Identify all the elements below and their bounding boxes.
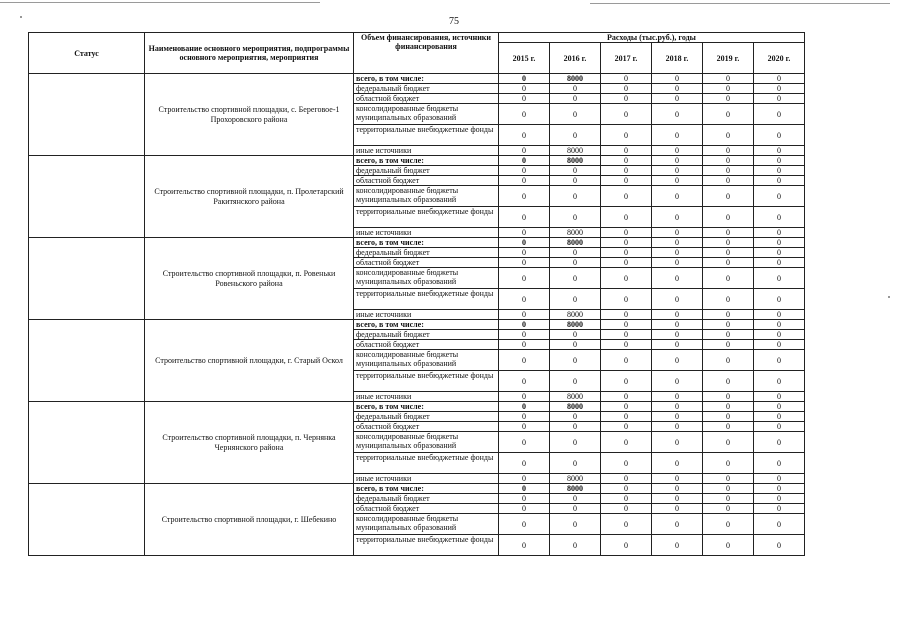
amount-cell: 0 — [652, 94, 703, 104]
amount-cell: 0 — [601, 340, 652, 350]
amount-cell: 0 — [601, 310, 652, 320]
amount-cell: 0 — [499, 474, 550, 484]
amount-cell: 0 — [499, 453, 550, 474]
amount-cell: 8000 — [550, 320, 601, 330]
amount-cell: 0 — [652, 186, 703, 207]
amount-cell: 0 — [499, 176, 550, 186]
amount-cell: 0 — [652, 535, 703, 556]
funding-source-label: федеральный бюджет — [354, 248, 499, 258]
amount-cell: 0 — [652, 494, 703, 504]
funding-source-label: всего, в том числе: — [354, 484, 499, 494]
funding-source-label: территориальные внебюджетные фонды — [354, 289, 499, 310]
amount-cell: 8000 — [550, 146, 601, 156]
funding-source-label: федеральный бюджет — [354, 412, 499, 422]
amount-cell: 0 — [703, 166, 754, 176]
amount-cell: 0 — [754, 340, 805, 350]
header-year: 2019 г. — [703, 43, 754, 74]
amount-cell: 0 — [499, 402, 550, 412]
amount-cell: 0 — [499, 268, 550, 289]
amount-cell: 0 — [754, 104, 805, 125]
amount-cell: 8000 — [550, 392, 601, 402]
amount-cell: 0 — [703, 320, 754, 330]
funding-source-label: всего, в том числе: — [354, 320, 499, 330]
amount-cell: 0 — [499, 186, 550, 207]
amount-cell: 0 — [499, 289, 550, 310]
amount-cell: 0 — [499, 392, 550, 402]
amount-cell: 0 — [601, 371, 652, 392]
funding-source-label: консолидированные бюджеты муниципальных образований — [354, 104, 499, 125]
amount-cell: 0 — [754, 258, 805, 268]
funding-source-label: федеральный бюджет — [354, 84, 499, 94]
financing-table-body — [29, 74, 805, 556]
event-name: Строительство спортивной площадки, п. Пролетарский Ракитянского района — [145, 156, 354, 238]
amount-cell: 0 — [754, 156, 805, 166]
funding-source-label: консолидированные бюджеты муниципальных образований — [354, 186, 499, 207]
amount-cell: 0 — [601, 125, 652, 146]
header-year: 2018 г. — [652, 43, 703, 74]
header-event-name: Наименование основного мероприятия, подпрограммы основного мероприятия, мероприятия — [145, 33, 354, 74]
amount-cell: 0 — [601, 535, 652, 556]
amount-cell: 0 — [703, 94, 754, 104]
event-name: Строительство спортивной площадки, п. Ровеньки Ровеньского района — [145, 238, 354, 320]
amount-cell: 0 — [550, 125, 601, 146]
event-name: Строительство спортивной площадки, г. Шебекино — [145, 484, 354, 556]
amount-cell: 0 — [703, 330, 754, 340]
amount-cell: 0 — [499, 340, 550, 350]
event-name: Строительство спортивной площадки, с. Береговое-1 Прохоровского района — [145, 74, 354, 156]
amount-cell: 0 — [550, 350, 601, 371]
funding-source-label: территориальные внебюджетные фонды — [354, 453, 499, 474]
amount-cell: 0 — [703, 494, 754, 504]
amount-cell: 0 — [499, 514, 550, 535]
funding-source-label: территориальные внебюджетные фонды — [354, 535, 499, 556]
header-status: Статус — [29, 33, 145, 74]
amount-cell: 0 — [754, 176, 805, 186]
amount-cell: 0 — [652, 412, 703, 422]
table-row — [29, 74, 805, 84]
amount-cell: 0 — [754, 402, 805, 412]
scan-line-top-left — [0, 2, 320, 3]
amount-cell: 0 — [703, 84, 754, 94]
header-funding-source: Объем финансирования, источники финансирования — [354, 33, 499, 74]
funding-source-label: иные источники — [354, 392, 499, 402]
event-name: Строительство спортивной площадки, п. Чернянка Чернянского района — [145, 402, 354, 484]
amount-cell: 0 — [550, 514, 601, 535]
amount-cell: 0 — [754, 228, 805, 238]
amount-cell: 0 — [601, 494, 652, 504]
header-year: 2015 г. — [499, 43, 550, 74]
amount-cell: 0 — [601, 432, 652, 453]
amount-cell: 0 — [652, 166, 703, 176]
amount-cell: 0 — [601, 74, 652, 84]
amount-cell: 0 — [652, 371, 703, 392]
amount-cell: 0 — [550, 340, 601, 350]
amount-cell: 0 — [703, 484, 754, 494]
amount-cell: 8000 — [550, 310, 601, 320]
amount-cell: 0 — [703, 514, 754, 535]
amount-cell: 0 — [550, 207, 601, 228]
amount-cell: 0 — [703, 422, 754, 432]
amount-cell: 0 — [754, 166, 805, 176]
amount-cell: 0 — [601, 228, 652, 238]
funding-source-label: иные источники — [354, 146, 499, 156]
amount-cell: 0 — [652, 402, 703, 412]
amount-cell: 0 — [754, 350, 805, 371]
amount-cell: 0 — [703, 432, 754, 453]
scan-line-top-right — [590, 3, 890, 4]
amount-cell: 0 — [703, 504, 754, 514]
amount-cell: 0 — [499, 484, 550, 494]
amount-cell: 0 — [754, 238, 805, 248]
amount-cell: 0 — [754, 504, 805, 514]
amount-cell: 0 — [601, 268, 652, 289]
amount-cell: 0 — [754, 422, 805, 432]
amount-cell: 0 — [652, 474, 703, 484]
amount-cell: 0 — [601, 146, 652, 156]
funding-source-label: федеральный бюджет — [354, 330, 499, 340]
amount-cell: 0 — [601, 320, 652, 330]
amount-cell: 0 — [652, 340, 703, 350]
status-cell — [29, 74, 145, 156]
amount-cell: 0 — [601, 402, 652, 412]
amount-cell: 0 — [754, 494, 805, 504]
status-cell — [29, 238, 145, 320]
header-year: 2017 г. — [601, 43, 652, 74]
amount-cell: 0 — [754, 125, 805, 146]
amount-cell: 0 — [652, 207, 703, 228]
amount-cell: 0 — [754, 320, 805, 330]
funding-source-label: всего, в том числе: — [354, 238, 499, 248]
status-cell — [29, 156, 145, 238]
amount-cell: 8000 — [550, 156, 601, 166]
amount-cell: 0 — [499, 84, 550, 94]
header-year: 2016 г. — [550, 43, 601, 74]
amount-cell: 0 — [754, 289, 805, 310]
amount-cell: 0 — [703, 289, 754, 310]
table-row — [29, 156, 805, 166]
amount-cell: 0 — [703, 340, 754, 350]
amount-cell: 0 — [499, 494, 550, 504]
funding-source-label: областной бюджет — [354, 176, 499, 186]
amount-cell: 0 — [652, 484, 703, 494]
scan-mark — [20, 16, 22, 18]
funding-source-label: консолидированные бюджеты муниципальных образований — [354, 268, 499, 289]
amount-cell: 0 — [754, 453, 805, 474]
amount-cell: 0 — [601, 94, 652, 104]
funding-source-label: областной бюджет — [354, 422, 499, 432]
amount-cell: 0 — [652, 422, 703, 432]
amount-cell: 0 — [703, 146, 754, 156]
table-row — [29, 238, 805, 248]
amount-cell: 0 — [703, 104, 754, 125]
amount-cell: 0 — [754, 412, 805, 422]
amount-cell: 0 — [652, 330, 703, 340]
amount-cell: 0 — [703, 371, 754, 392]
amount-cell: 0 — [601, 176, 652, 186]
funding-source-label: областной бюджет — [354, 504, 499, 514]
funding-source-label: областной бюджет — [354, 258, 499, 268]
amount-cell: 8000 — [550, 228, 601, 238]
amount-cell: 0 — [754, 474, 805, 484]
amount-cell: 0 — [499, 207, 550, 228]
amount-cell: 0 — [703, 156, 754, 166]
amount-cell: 0 — [601, 156, 652, 166]
amount-cell: 0 — [754, 392, 805, 402]
amount-cell: 0 — [499, 320, 550, 330]
amount-cell: 0 — [652, 258, 703, 268]
amount-cell: 0 — [601, 104, 652, 125]
amount-cell: 0 — [703, 176, 754, 186]
amount-cell: 0 — [652, 228, 703, 238]
amount-cell: 0 — [499, 248, 550, 258]
page-number: 75 — [449, 16, 459, 27]
amount-cell: 0 — [550, 186, 601, 207]
amount-cell: 0 — [550, 371, 601, 392]
funding-source-label: иные источники — [354, 474, 499, 484]
amount-cell: 0 — [499, 330, 550, 340]
amount-cell: 0 — [754, 84, 805, 94]
funding-source-label: федеральный бюджет — [354, 494, 499, 504]
funding-source-label: областной бюджет — [354, 340, 499, 350]
amount-cell: 0 — [601, 392, 652, 402]
amount-cell: 0 — [499, 535, 550, 556]
amount-cell: 0 — [754, 310, 805, 320]
amount-cell: 0 — [754, 330, 805, 340]
amount-cell: 8000 — [550, 402, 601, 412]
amount-cell: 0 — [652, 310, 703, 320]
funding-source-label: всего, в том числе: — [354, 74, 499, 84]
amount-cell: 0 — [601, 84, 652, 94]
funding-source-label: территориальные внебюджетные фонды — [354, 371, 499, 392]
amount-cell: 0 — [703, 535, 754, 556]
amount-cell: 0 — [550, 453, 601, 474]
status-cell — [29, 484, 145, 556]
funding-source-label: консолидированные бюджеты муниципальных образований — [354, 432, 499, 453]
amount-cell: 0 — [754, 484, 805, 494]
amount-cell: 0 — [499, 74, 550, 84]
amount-cell: 0 — [601, 207, 652, 228]
amount-cell: 0 — [499, 104, 550, 125]
amount-cell: 0 — [499, 238, 550, 248]
amount-cell: 0 — [703, 310, 754, 320]
amount-cell: 0 — [703, 453, 754, 474]
amount-cell: 0 — [499, 166, 550, 176]
amount-cell: 0 — [499, 432, 550, 453]
amount-cell: 0 — [754, 74, 805, 84]
amount-cell: 0 — [703, 268, 754, 289]
event-name: Строительство спортивной площадки, г. Старый Оскол — [145, 320, 354, 402]
amount-cell: 0 — [601, 186, 652, 207]
financing-table — [28, 32, 805, 556]
funding-source-label: всего, в том числе: — [354, 156, 499, 166]
funding-source-label: консолидированные бюджеты муниципальных образований — [354, 514, 499, 535]
funding-source-label: всего, в том числе: — [354, 402, 499, 412]
amount-cell: 0 — [601, 453, 652, 474]
amount-cell: 0 — [703, 238, 754, 248]
amount-cell: 0 — [550, 422, 601, 432]
amount-cell: 0 — [652, 392, 703, 402]
amount-cell: 0 — [754, 146, 805, 156]
amount-cell: 0 — [703, 248, 754, 258]
amount-cell: 0 — [499, 228, 550, 238]
amount-cell: 0 — [754, 371, 805, 392]
amount-cell: 0 — [550, 268, 601, 289]
amount-cell: 0 — [652, 156, 703, 166]
amount-cell: 0 — [703, 402, 754, 412]
amount-cell: 0 — [601, 504, 652, 514]
amount-cell: 0 — [499, 350, 550, 371]
amount-cell: 0 — [703, 258, 754, 268]
amount-cell: 0 — [601, 514, 652, 535]
amount-cell: 0 — [703, 186, 754, 207]
amount-cell: 0 — [601, 166, 652, 176]
amount-cell: 0 — [652, 350, 703, 371]
amount-cell: 0 — [499, 371, 550, 392]
amount-cell: 0 — [550, 494, 601, 504]
funding-source-label: областной бюджет — [354, 94, 499, 104]
amount-cell: 0 — [754, 207, 805, 228]
header-year: 2020 г. — [754, 43, 805, 74]
amount-cell: 0 — [652, 84, 703, 94]
amount-cell: 0 — [754, 248, 805, 258]
amount-cell: 0 — [754, 94, 805, 104]
funding-source-label: иные источники — [354, 228, 499, 238]
amount-cell: 0 — [550, 94, 601, 104]
amount-cell: 0 — [499, 412, 550, 422]
funding-source-label: федеральный бюджет — [354, 166, 499, 176]
amount-cell: 0 — [652, 453, 703, 474]
amount-cell: 0 — [703, 350, 754, 371]
amount-cell: 0 — [601, 422, 652, 432]
amount-cell: 0 — [703, 392, 754, 402]
amount-cell: 0 — [499, 146, 550, 156]
scan-mark — [888, 296, 890, 298]
amount-cell: 0 — [499, 94, 550, 104]
table-row — [29, 320, 805, 330]
table-row — [29, 484, 805, 494]
status-cell — [29, 320, 145, 402]
amount-cell: 0 — [652, 268, 703, 289]
amount-cell: 8000 — [550, 474, 601, 484]
table-row — [29, 402, 805, 412]
amount-cell: 0 — [652, 125, 703, 146]
funding-source-label: иные источники — [354, 310, 499, 320]
header-expenses: Расходы (тыс.руб.), годы — [499, 33, 805, 43]
amount-cell: 0 — [703, 474, 754, 484]
funding-source-label: территориальные внебюджетные фонды — [354, 125, 499, 146]
amount-cell: 0 — [703, 74, 754, 84]
amount-cell: 0 — [754, 535, 805, 556]
amount-cell: 0 — [754, 186, 805, 207]
amount-cell: 0 — [601, 474, 652, 484]
funding-source-label: консолидированные бюджеты муниципальных образований — [354, 350, 499, 371]
amount-cell: 0 — [652, 74, 703, 84]
amount-cell: 0 — [499, 125, 550, 146]
amount-cell: 0 — [550, 258, 601, 268]
amount-cell: 0 — [703, 228, 754, 238]
status-cell — [29, 402, 145, 484]
amount-cell: 0 — [652, 320, 703, 330]
amount-cell: 0 — [601, 350, 652, 371]
amount-cell: 0 — [550, 504, 601, 514]
amount-cell: 0 — [499, 504, 550, 514]
amount-cell: 0 — [550, 432, 601, 453]
funding-source-label: территориальные внебюджетные фонды — [354, 207, 499, 228]
amount-cell: 0 — [601, 238, 652, 248]
amount-cell: 0 — [652, 104, 703, 125]
amount-cell: 0 — [499, 258, 550, 268]
amount-cell: 0 — [703, 207, 754, 228]
amount-cell: 0 — [601, 330, 652, 340]
amount-cell: 0 — [754, 268, 805, 289]
amount-cell: 0 — [652, 248, 703, 258]
amount-cell: 0 — [550, 248, 601, 258]
amount-cell: 0 — [601, 484, 652, 494]
amount-cell: 0 — [550, 535, 601, 556]
amount-cell: 0 — [499, 156, 550, 166]
amount-cell: 0 — [652, 432, 703, 453]
amount-cell: 0 — [703, 412, 754, 422]
amount-cell: 0 — [652, 514, 703, 535]
amount-cell: 0 — [754, 432, 805, 453]
amount-cell: 0 — [601, 289, 652, 310]
amount-cell: 0 — [601, 248, 652, 258]
amount-cell: 0 — [652, 504, 703, 514]
amount-cell: 0 — [550, 104, 601, 125]
amount-cell: 0 — [499, 310, 550, 320]
amount-cell: 8000 — [550, 74, 601, 84]
amount-cell: 8000 — [550, 238, 601, 248]
amount-cell: 0 — [550, 289, 601, 310]
amount-cell: 0 — [652, 146, 703, 156]
amount-cell: 0 — [652, 176, 703, 186]
amount-cell: 0 — [550, 330, 601, 340]
amount-cell: 0 — [601, 412, 652, 422]
amount-cell: 0 — [499, 422, 550, 432]
amount-cell: 0 — [550, 412, 601, 422]
amount-cell: 0 — [703, 125, 754, 146]
amount-cell: 0 — [652, 238, 703, 248]
amount-cell: 0 — [550, 166, 601, 176]
amount-cell: 0 — [601, 258, 652, 268]
amount-cell: 0 — [754, 514, 805, 535]
amount-cell: 0 — [550, 176, 601, 186]
amount-cell: 8000 — [550, 484, 601, 494]
amount-cell: 0 — [652, 289, 703, 310]
amount-cell: 0 — [550, 84, 601, 94]
